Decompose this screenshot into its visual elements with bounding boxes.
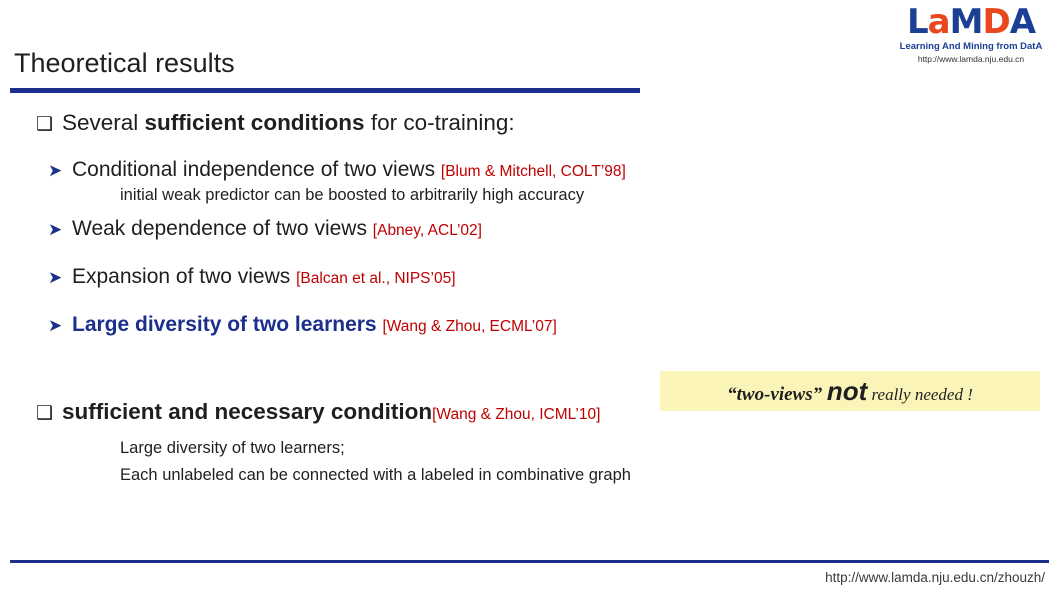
list-item-reference: [Balcan et al., NIPS’05] [296,270,456,287]
callout-box [660,371,1040,411]
title-underline [10,88,640,93]
list-item-highlighted [36,313,1036,337]
logo-wordmark [891,4,1051,40]
logo-tagline: Learning And Mining from DatA [899,41,1043,52]
logo-url: http://www.lamda.nju.edu.cn [917,54,1025,64]
second-sub-1: Large diversity of two learners; [120,439,345,457]
callout-quote: “two-views” [727,383,827,405]
list-item [36,158,1036,182]
second-heading-text [62,399,600,425]
heading-bold: sufficient conditions [144,110,365,135]
heading-row [36,110,1036,136]
list-item-subtext: initial weak predictor can be boosted to arbitrarily high accuracy [120,186,585,204]
slide-body [36,110,1036,497]
arrow-bullet-icon: ➤ [48,316,63,335]
heading-post: for co-training: [364,110,515,135]
list-item-label: Weak dependence of two views [72,217,373,240]
heading-pre: Several [62,110,145,135]
logo-letter-l: L [906,2,928,42]
callout-tail: really needed ! [867,384,973,404]
list-item-reference: [Abney, ACL’02] [372,222,482,239]
arrow-bullet-icon: ➤ [48,268,63,287]
logo-letter-a: a [927,2,950,42]
arrow-bullet-icon: ➤ [48,220,63,239]
list-item-reference: [Wang & Zhou, ECML’07] [382,318,557,335]
logo-letter-d: D [982,2,1010,42]
list-item [36,217,1036,241]
list-item-text [72,217,482,241]
lamda-logo [891,4,1051,64]
heading-text [62,110,515,136]
footer-url: http://www.lamda.nju.edu.cn/zhouzh/ [825,570,1045,585]
page-title: Theoretical results [14,48,235,78]
list-item-reference: [Blum & Mitchell, COLT’98] [440,163,626,180]
second-heading-bold: sufficient and necessary condition [62,399,433,424]
arrow-bullet-icon: ➤ [48,161,63,180]
square-bullet-icon: ❑ [36,403,54,424]
logo-letter-a2: A [1009,2,1036,42]
logo-letter-m: M [949,2,983,42]
list-item-label: Large diversity of two learners [72,313,383,336]
callout-text [727,376,973,407]
list-item-text [72,158,626,182]
list-item [36,265,1036,289]
square-bullet-icon: ❑ [36,114,54,135]
list-item-label: Expansion of two views [72,265,297,288]
second-sub-2: Each unlabeled can be connected with a labeled in combinative graph [120,466,631,484]
list-item-text [72,265,456,289]
callout-emphasis: not [826,375,868,406]
footer-divider [10,560,1049,563]
second-heading-reference: [Wang & Zhou, ICML’10] [432,406,601,423]
list-item-label: Conditional independence of two views [72,158,441,181]
list-item-text [72,313,557,337]
